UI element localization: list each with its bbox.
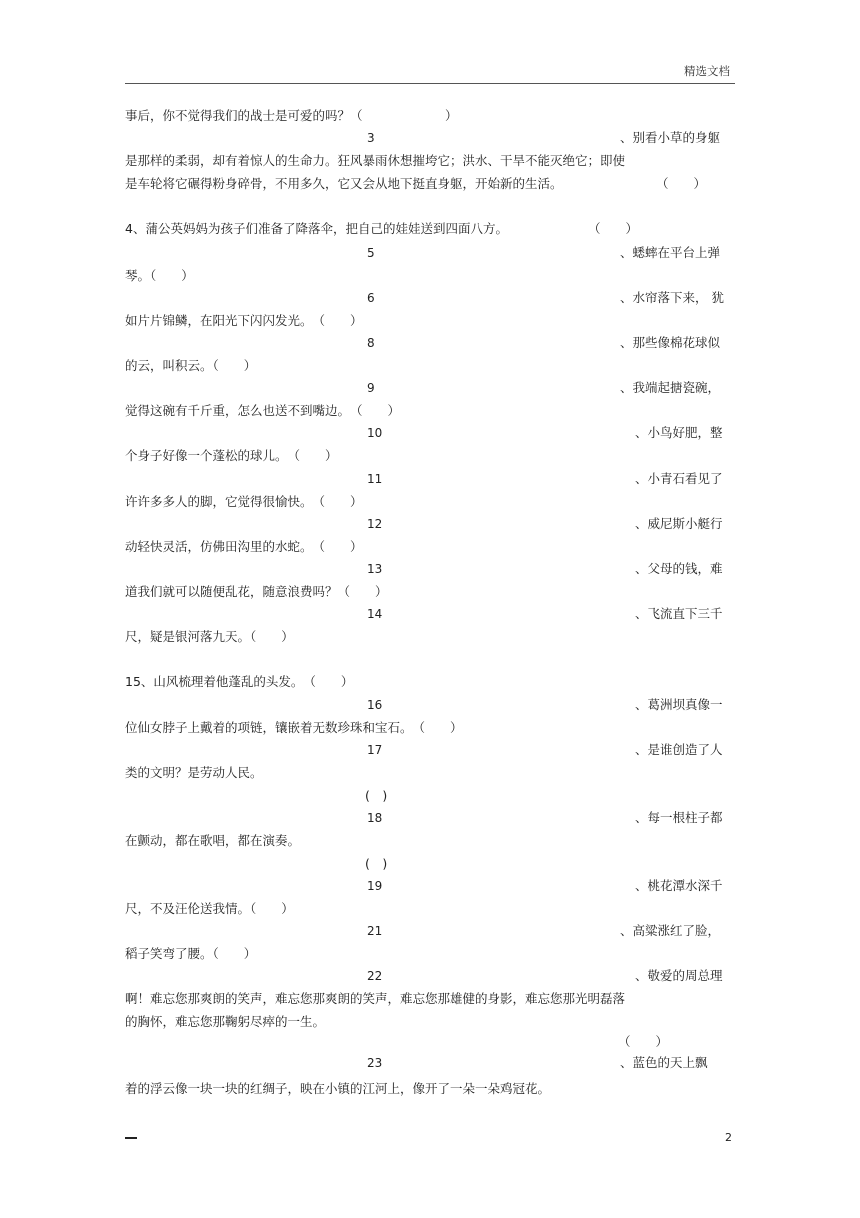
- item-lead: 、我端起搪瓷碗，: [620, 380, 721, 395]
- text-line: 许许多多人的脚，它觉得很愉快。 （ ）: [125, 494, 363, 509]
- answer-paren: （ ）: [588, 221, 639, 236]
- text-line: 如片片锦鳞，在阳光下闪闪发光。 （ ）: [125, 313, 363, 328]
- text-line: 15、山风梳理着他蓬乱的头发。 （ ）: [125, 674, 354, 689]
- text-line: 是那样的柔弱，却有着惊人的生命力。狂风暴雨休想摧垮它；洪水、干旱不能灭绝它；即使: [125, 153, 626, 168]
- answer-paren: ( ): [365, 856, 388, 871]
- item-lead: 、别看小草的身躯: [620, 130, 721, 145]
- answer-paren: ( ): [365, 788, 388, 803]
- item-lead: 、飞流直下三千: [635, 606, 723, 621]
- text-line: 4、蒲公英妈妈为孩子们准备了降落伞，把自己的娃娃送到四面八方。: [125, 221, 508, 236]
- item-lead: 、那些像棉花球似: [620, 335, 721, 350]
- item-lead: 、是谁创造了人: [635, 742, 723, 757]
- item-lead: 、葛洲坝真像一: [635, 697, 723, 712]
- item-number: 23: [367, 1056, 383, 1070]
- header-rule: [125, 83, 735, 84]
- header-label: 精选文档: [684, 64, 730, 78]
- item-number: 12: [367, 517, 383, 531]
- item-number: 13: [367, 562, 383, 576]
- item-number: 11: [367, 472, 383, 486]
- item-number: 19: [367, 879, 383, 893]
- item-number: 18: [367, 811, 383, 825]
- text-line: 尺，疑是银河落九天。（ ）: [125, 629, 294, 644]
- item-lead: 、敬爱的周总理: [635, 968, 723, 983]
- text-line: 位仙女脖子上戴着的项链，镶嵌着无数珍珠和宝石。 （ ）: [125, 720, 463, 735]
- item-lead: 、高粱涨红了脸，: [620, 923, 721, 938]
- item-number: 14: [367, 607, 383, 621]
- item-lead: 、小青石看见了: [635, 471, 723, 486]
- text-line: 稻子笑弯了腰。（ ）: [125, 946, 257, 961]
- item-lead: 、桃花潭水深千: [635, 878, 723, 893]
- text-line: 道我们就可以随便乱花，随意浪费吗？（ ）: [125, 584, 388, 599]
- item-number: 5: [367, 246, 375, 260]
- text-line: 啊！难忘您那爽朗的笑声，难忘您那爽朗的笑声，难忘您那雄健的身影，难忘您那光明磊落: [125, 991, 626, 1006]
- item-number: 9: [367, 381, 375, 395]
- item-lead: 、蟋蟀在平台上弹: [620, 245, 721, 260]
- text-line: 觉得这碗有千斤重，怎么也送不到嘴边。 （ ）: [125, 403, 401, 418]
- item-lead: 、父母的钱，难: [635, 561, 723, 576]
- item-number: 3: [367, 131, 375, 145]
- item-number: 22: [367, 969, 383, 983]
- answer-paren: （ ）: [618, 1034, 669, 1049]
- answer-paren: （ ）: [656, 176, 707, 191]
- item-lead: 、蓝色的天上飘: [620, 1055, 708, 1070]
- text-line: 类的文明？是劳动人民。: [125, 765, 263, 780]
- item-number: 10: [367, 426, 383, 440]
- item-lead: 、每一根柱子都: [635, 810, 723, 825]
- item-lead: 、水帘落下来， 犹: [620, 290, 724, 305]
- item-lead: 、威尼斯小艇行: [635, 516, 723, 531]
- text-line: 个身子好像一个蓬松的球儿。 （ ）: [125, 448, 338, 463]
- text-line: 是车轮将它碾得粉身碎骨，不用多久，它又会从地下挺直身躯，开始新的生活。: [125, 176, 563, 191]
- text-line: 着的浮云像一块一块的红绸子，映在小镇的江河上，像开了一朵一朵鸡冠花。: [125, 1081, 551, 1096]
- item-number: 6: [367, 291, 375, 305]
- answer-paren: ）: [445, 108, 458, 123]
- text-line: 的云，叫积云。（ ）: [125, 358, 257, 373]
- text-line: 琴。（ ）: [125, 268, 194, 283]
- text-line: 尺，不及汪伦送我情。（ ）: [125, 901, 294, 916]
- item-number: 21: [367, 924, 383, 938]
- item-lead: 、小鸟好肥，整: [635, 425, 723, 440]
- item-number: 8: [367, 336, 375, 350]
- item-number: 17: [367, 743, 383, 757]
- text-line: 在颤动，都在歌唱，都在演奏。: [125, 833, 301, 848]
- text-line: 动轻快灵活，仿佛田沟里的水蛇。 （ ）: [125, 539, 363, 554]
- footer-mark: [125, 1137, 137, 1139]
- text-line: 事后，你不觉得我们的战士是可爱的吗？（: [125, 108, 363, 123]
- page-number: 2: [725, 1131, 732, 1144]
- text-line: 的胸怀，难忘您那鞠躬尽瘁的一生。: [125, 1014, 326, 1029]
- item-number: 16: [367, 698, 383, 712]
